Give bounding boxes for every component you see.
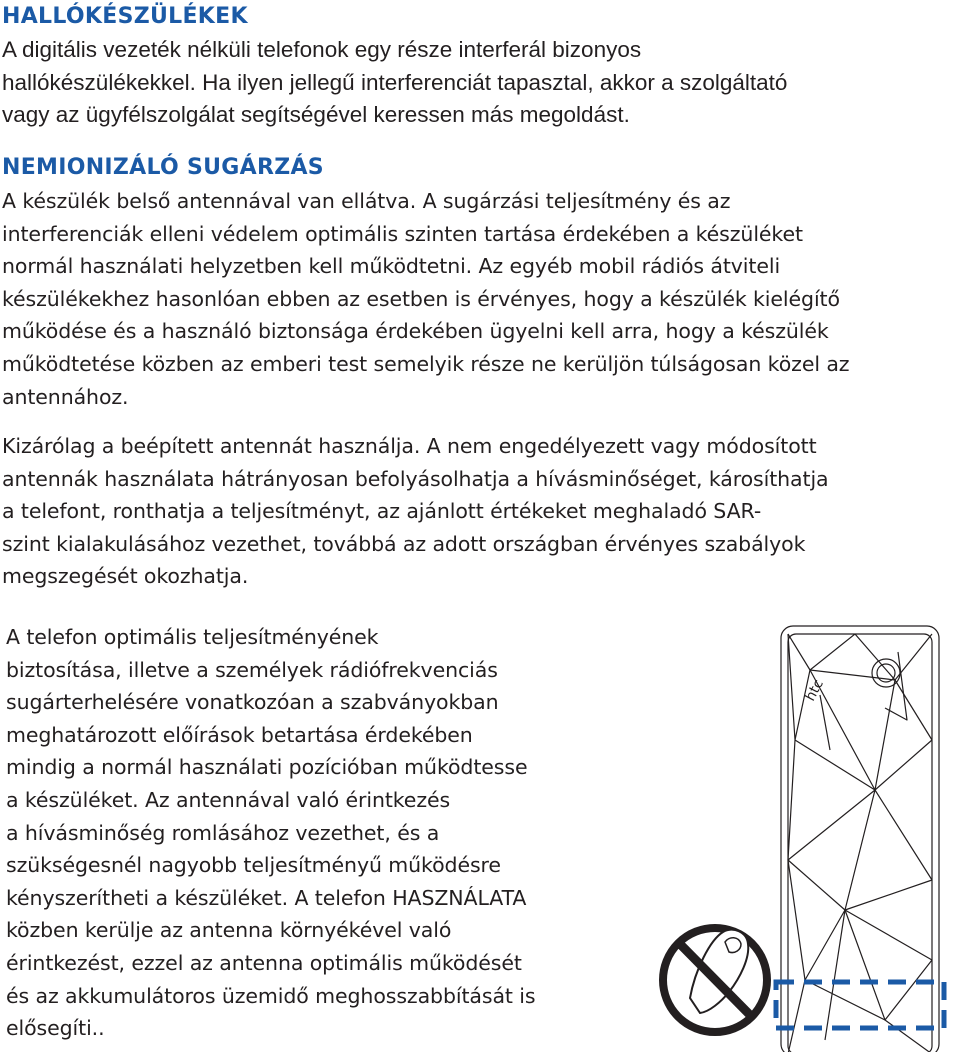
- text-line: normál használati helyzetben kell működtetni. Az egyéb mobil rádiós átviteli: [2, 254, 781, 279]
- brand-logo: htc: [802, 676, 827, 704]
- text-line: mindig a normál használati pozícióban működtesse: [6, 755, 528, 780]
- antenna-area-marker: [776, 982, 944, 1028]
- text-line: kényszerítheti a készüléket. A telefon HASZNÁLATA: [6, 885, 527, 910]
- text-line: meghatározott előírások betartása érdekében: [6, 722, 473, 747]
- radiation-paragraph-2: [2, 430, 957, 593]
- text-line: antennához.: [2, 384, 129, 409]
- radiation-paragraph-3: [6, 621, 626, 1045]
- text-line: a hívásminőség romlásához vezethet, és a: [6, 820, 440, 845]
- radiation-paragraph-1: [2, 185, 957, 413]
- text-line: a készüléket. Az antennával való érintkezés: [6, 787, 451, 812]
- text-line: közben kerülje az antenna környékével való: [6, 918, 452, 943]
- text-line: antennák használata hátrányosan befolyásolhatja a hívásminőséget, károsíthatja: [2, 466, 829, 491]
- text-line: A digitális vezeték nélküli telefonok egy része interferál bizonyos: [2, 37, 642, 62]
- text-line: szint kialakulásához vezethet, továbbá az adott országban érvényes szabályok: [2, 531, 806, 556]
- text-line: biztosítása, illetve a személyek rádiófrekvenciás: [6, 657, 498, 682]
- text-line: és az akkumulátoros üzemidő meghosszabbítását is: [6, 983, 536, 1008]
- text-line: készülékekhez hasonlóan ebben az esetben is érvényes, hogy a készülék kielégítő: [2, 286, 840, 311]
- text-line: megszegését okozhatja.: [2, 564, 249, 589]
- text-line: elősegíti..: [6, 1016, 105, 1041]
- phone-antenna-illustration: [655, 620, 955, 1052]
- no-touch-antenna-icon: [663, 928, 767, 1032]
- camera-lens-icon: [872, 659, 900, 687]
- text-line: működése és a használó biztonsága érdekében ügyelni kell arra, hogy a készülék: [2, 319, 829, 344]
- text-line: A telefon optimális teljesítményének: [6, 625, 379, 649]
- phone-outline: [781, 626, 939, 1052]
- text-line: a telefont, ronthatja a teljesítményt, az ajánlott értékeket meghaladó SAR-: [2, 499, 762, 524]
- section-heading-hearing-aids: HALLÓKÉSZÜLÉKEK: [2, 4, 248, 29]
- text-line: szükségesnél nagyobb teljesítményű működésre: [6, 853, 501, 878]
- text-line: Kizárólag a beépített antennát használja. A nem engedélyezett vagy módosított: [2, 434, 817, 458]
- phone-back-drawing: [655, 620, 955, 1052]
- text-line: hallókészülékekkel. Ha ilyen jellegű interferenciát tapasztal, akkor a szolgáltató: [2, 69, 788, 95]
- text-line: működtetése közben az emberi test semelyik része ne kerüljön túlságosan közel az: [2, 351, 850, 376]
- text-line: érintkezést, ezzel az antenna optimális működését: [6, 950, 522, 975]
- text-line: interferenciák elleni védelem optimális szinten tartása érdekében a készüléket: [2, 221, 803, 246]
- text-line: A készülék belső antennával van ellátva. A sugárzási teljesítmény és az: [2, 189, 731, 213]
- section-heading-non-ionizing-radiation: NEMIONIZÁLÓ SUGÁRZÁS: [2, 155, 324, 180]
- hearing-aids-paragraph: [2, 34, 952, 132]
- text-line: vagy az ügyfélszolgálat segítségével keressen más megoldást.: [2, 102, 630, 128]
- text-line: sugárterhelésére vonatkozóan a szabványokban: [6, 690, 499, 715]
